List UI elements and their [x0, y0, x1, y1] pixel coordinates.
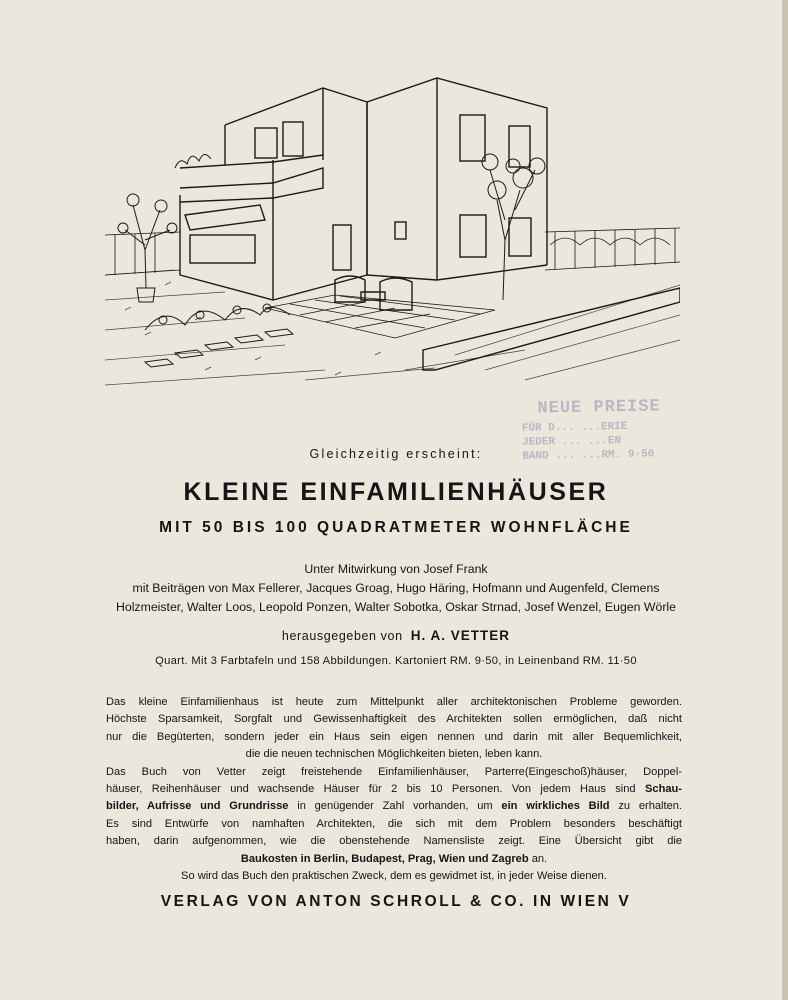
house-right-block — [367, 78, 547, 280]
intro-line: Gleichzeitig erscheint: — [309, 447, 483, 461]
desc-line: Baukosten in Berlin, Budapest, Prag, Wien und Zagreb an. — [240, 852, 548, 865]
desc-line: die die neuen technischen Möglichkeiten bieten, leben kann. — [245, 748, 543, 761]
collab-line-2: mit Beiträgen von Max Fellerer, Jacques Groag, Hugo Häring, Hofmann und Augenfeld, Clemens — [132, 581, 660, 595]
description — [106, 694, 682, 885]
price-stamp — [521, 396, 722, 479]
climbing-tree — [482, 154, 545, 300]
desc-line: häuser, Reihenhäuser und wachsende Häuser für 2 bis 10 Personen. Von jedem Haus sind Schau- — [106, 783, 682, 796]
editor-line — [100, 628, 692, 643]
garden-wall — [423, 288, 680, 370]
stamp-line-3: JEDER ... ...EN — [521, 435, 622, 449]
desc-line: Das Buch von Vetter zeigt freistehende Einfamilienhäuser, Parterre(Eingeschoß)häuser, Doppel- — [106, 765, 682, 778]
house-left-block — [180, 88, 367, 300]
garden-ground — [105, 270, 680, 385]
publisher-line: VERLAG VON ANTON SCHROLL & CO. IN WIEN V — [160, 893, 632, 910]
desc-line: haben, darin aufgenommen, wie die obenstehende Namensliste zeigt. Eine Übersicht gibt die — [106, 835, 682, 848]
flower-bed — [145, 304, 290, 330]
desc-line: So wird das Buch den praktischen Zweck, dem es gewidmet ist, in jeder Weise dienen. — [181, 870, 607, 883]
desc-line: nur die Begüterten, sondern jeder ein Haus sein eigen nennen und darin mit aller Bequemlichkeit, — [106, 730, 682, 743]
house-illustration — [105, 70, 680, 395]
desc-line: Das kleine Einfamilienhaus ist heute zum Mittelpunkt aller architektonischen Probleme geworden. — [106, 696, 682, 708]
left-fence — [105, 232, 180, 275]
contributors — [100, 560, 692, 617]
book-subtitle: MIT 50 BIS 100 QUADRATMETER WOHNFLÄCHE — [159, 519, 633, 536]
stepping-stones — [145, 329, 293, 367]
fence-hedge — [545, 228, 680, 270]
editor-prefix: herausgegeben von — [281, 629, 403, 643]
stamp-line-1: NEUE PREISE — [537, 397, 661, 419]
book-title: KLEINE EINFAMILIENHÄUSER — [183, 478, 609, 506]
desc-line: Es sind Entwürfe von namhaften Architekten, die sich mit dem Problem besonders beschäftigt — [106, 817, 682, 830]
collab-line-3: Holzmeister, Walter Loos, Leopold Ponzen, Walter Sobotka, Oskar Strnad, Josef Wenzel, Eugen Wörle — [115, 600, 676, 614]
desc-line: Höchste Sparsamkeit, Sorgfalt und Gewissenhaftigkeit des Architekten sollen ermöglichen, daß nicht — [106, 713, 682, 726]
collab-line-1: Unter Mitwirkung von Josef Frank — [304, 562, 488, 576]
stamp-line-4: BAND ... ...RM. 9·50 — [522, 448, 655, 463]
book-specs: Quart. Mit 3 Farbtafeln und 158 Abbildungen. Kartoniert RM. 9·50, in Leinenband RM. 11·50 — [155, 655, 637, 667]
desc-line: bilder, Aufrisse und Grundrisse in genügender Zahl vorhanden, um ein wirkliches Bild zu erhalten. — [106, 800, 683, 813]
potted-plant — [118, 194, 177, 302]
stamp-line-2: FÜR D... ...ERIE — [521, 420, 628, 435]
editor-name: H. A. VETTER — [410, 628, 511, 643]
